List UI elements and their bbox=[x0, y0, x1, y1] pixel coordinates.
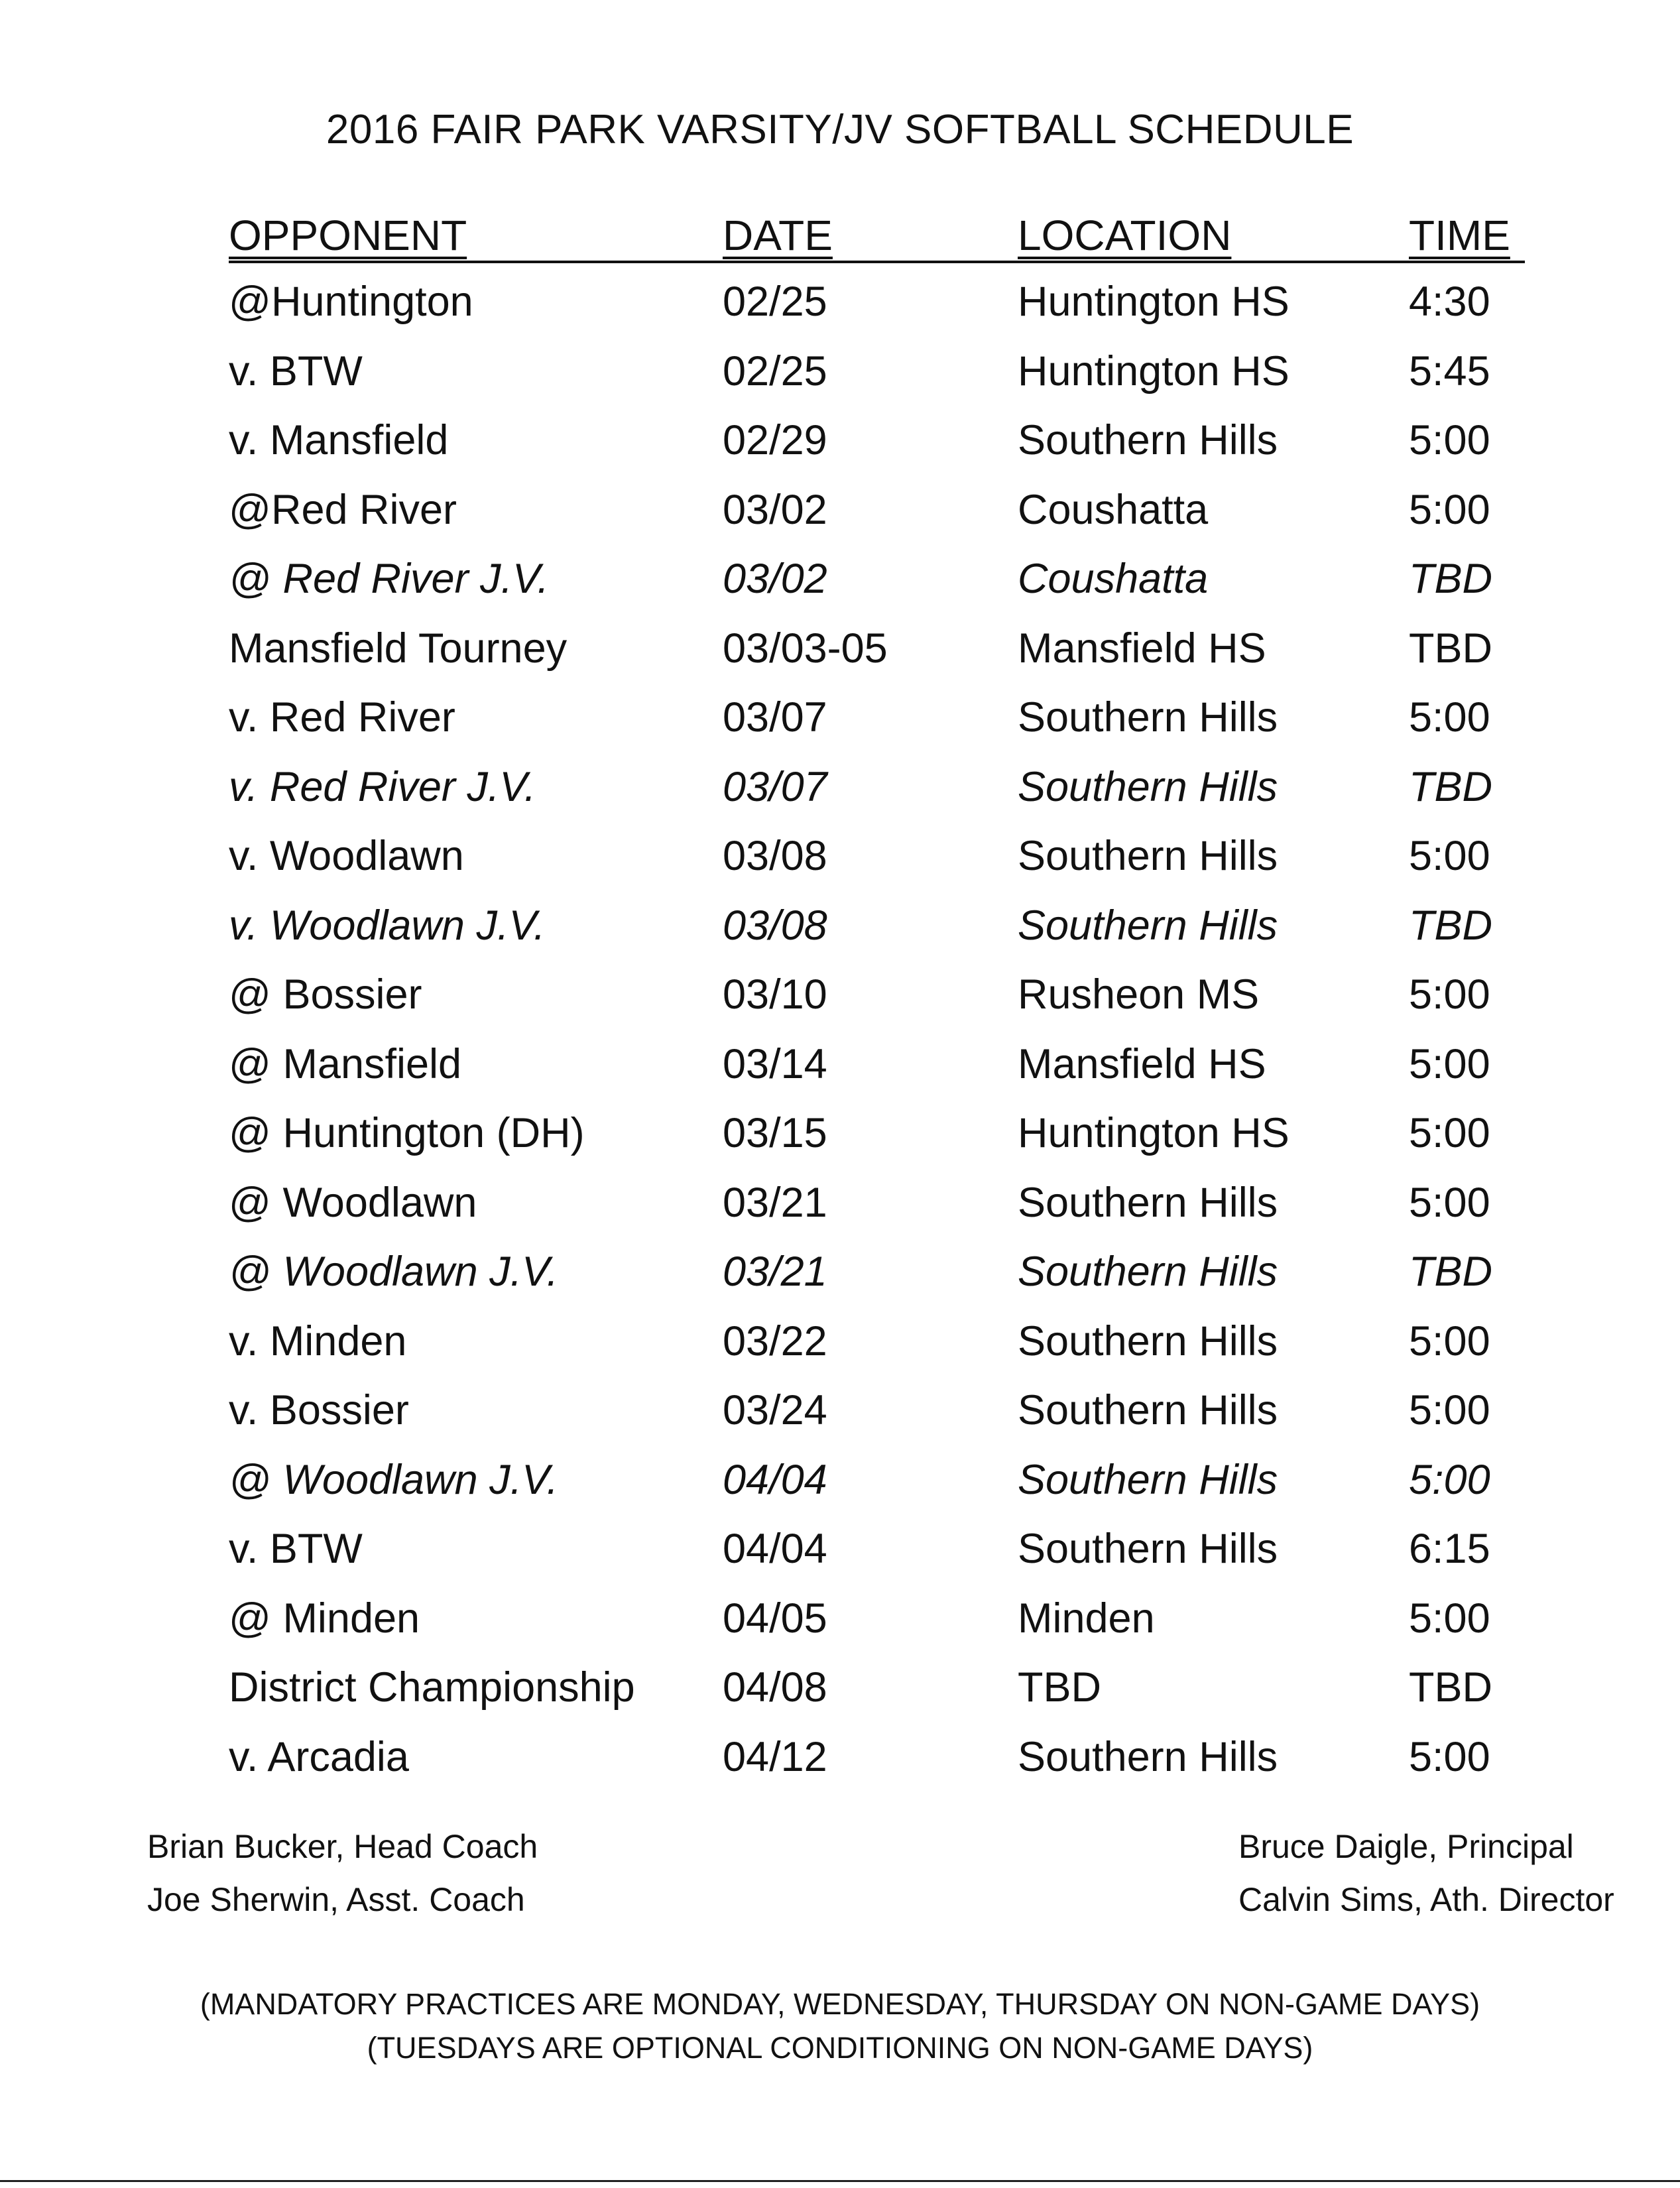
assistant-coach: Joe Sherwin, Asst. Coach bbox=[147, 1881, 525, 1918]
table-row bbox=[229, 683, 1525, 753]
cell-opponent: @ Red River J.V. bbox=[229, 556, 549, 603]
cell-time: 5:00 bbox=[1409, 1317, 1490, 1365]
cell-date: 04/04 bbox=[723, 1456, 827, 1503]
cell-opponent: v. BTW bbox=[229, 1526, 363, 1573]
cell-opponent: v. Red River bbox=[229, 694, 455, 741]
head-coach: Brian Bucker, Head Coach bbox=[147, 1828, 538, 1865]
cell-opponent: v. Mansfield bbox=[229, 417, 449, 464]
cell-location: Southern Hills bbox=[1018, 902, 1278, 949]
cell-date: 04/05 bbox=[723, 1595, 827, 1642]
athletic-director: Calvin Sims, Ath. Director bbox=[1238, 1881, 1614, 1918]
cell-opponent: v. Woodlawn J.V. bbox=[229, 902, 546, 949]
table-body bbox=[229, 267, 1525, 1792]
cell-date: 02/25 bbox=[723, 278, 827, 326]
cell-time: 5:45 bbox=[1409, 347, 1490, 395]
page-title: 2016 FAIR PARK VARSITY/JV SOFTBALL SCHEDULE bbox=[326, 107, 1354, 152]
cell-time: 4:30 bbox=[1409, 278, 1490, 326]
table-row bbox=[229, 406, 1525, 475]
cell-date: 04/12 bbox=[723, 1733, 827, 1780]
table-row bbox=[229, 1514, 1525, 1584]
cell-opponent: v. Woodlawn bbox=[229, 833, 464, 880]
cell-opponent: @ Woodlawn J.V. bbox=[229, 1456, 558, 1503]
coaches-block bbox=[147, 1820, 538, 1926]
cell-time: 5:00 bbox=[1409, 1733, 1490, 1780]
cell-time: 5:00 bbox=[1409, 1040, 1490, 1087]
header-rule bbox=[229, 261, 1525, 263]
cell-date: 03/15 bbox=[723, 1110, 827, 1157]
cell-time: TBD bbox=[1409, 556, 1492, 603]
cell-opponent: @ Woodlawn bbox=[229, 1179, 477, 1226]
cell-date: 03/08 bbox=[723, 902, 827, 949]
table-row bbox=[229, 1307, 1525, 1376]
cell-time: TBD bbox=[1409, 902, 1492, 949]
cell-time: 5:00 bbox=[1409, 1110, 1490, 1157]
column-header-date: DATE bbox=[723, 212, 833, 259]
cell-location: Southern Hills bbox=[1018, 417, 1278, 464]
cell-date: 03/03-05 bbox=[723, 625, 888, 672]
cell-time: 5:00 bbox=[1409, 417, 1490, 464]
column-header-opponent: OPPONENT bbox=[229, 212, 467, 259]
mandatory-practice-note: (MANDATORY PRACTICES ARE MONDAY, WEDNESDAY, THURSDAY ON NON-GAME DAYS) bbox=[200, 1987, 1480, 2021]
table-row bbox=[229, 753, 1525, 822]
principal: Bruce Daigle, Principal bbox=[1238, 1828, 1574, 1865]
cell-location: Southern Hills bbox=[1018, 694, 1278, 741]
table-row bbox=[229, 1168, 1525, 1238]
column-header-time: TIME bbox=[1409, 212, 1510, 259]
cell-opponent: v. Bossier bbox=[229, 1387, 409, 1434]
cell-location: Southern Hills bbox=[1018, 1733, 1278, 1780]
table-row bbox=[229, 1099, 1525, 1168]
table-row bbox=[229, 267, 1525, 337]
cell-opponent: @ Mansfield bbox=[229, 1040, 462, 1087]
table-row bbox=[229, 544, 1525, 614]
table-row bbox=[229, 1376, 1525, 1445]
cell-date: 04/08 bbox=[723, 1664, 827, 1711]
table-row bbox=[229, 1445, 1525, 1515]
table-row bbox=[229, 1723, 1525, 1792]
cell-date: 03/08 bbox=[723, 833, 827, 880]
cell-date: 03/07 bbox=[723, 763, 827, 810]
cell-opponent: @ Bossier bbox=[229, 971, 422, 1018]
cell-location: Southern Hills bbox=[1018, 1179, 1278, 1226]
cell-location: Coushatta bbox=[1018, 556, 1209, 603]
cell-location: Minden bbox=[1018, 1595, 1155, 1642]
table-row bbox=[229, 337, 1525, 406]
cell-date: 03/24 bbox=[723, 1387, 827, 1434]
cell-time: TBD bbox=[1409, 1664, 1492, 1711]
cell-location: TBD bbox=[1018, 1664, 1101, 1711]
cell-date: 03/22 bbox=[723, 1317, 827, 1365]
cell-date: 02/25 bbox=[723, 347, 827, 395]
cell-location: Rusheon MS bbox=[1018, 971, 1260, 1018]
cell-date: 03/07 bbox=[723, 694, 827, 741]
cell-location: Southern Hills bbox=[1018, 1248, 1278, 1296]
column-header-location: LOCATION bbox=[1018, 212, 1232, 259]
cell-location: Southern Hills bbox=[1018, 1317, 1278, 1365]
cell-location: Southern Hills bbox=[1018, 1387, 1278, 1434]
administration-block bbox=[1238, 1820, 1614, 1926]
table-row bbox=[229, 614, 1525, 684]
cell-opponent: v. BTW bbox=[229, 347, 363, 395]
cell-opponent: @ Woodlawn J.V. bbox=[229, 1248, 558, 1296]
cell-opponent: @ Minden bbox=[229, 1595, 420, 1642]
cell-date: 03/02 bbox=[723, 486, 827, 533]
cell-date: 03/21 bbox=[723, 1248, 827, 1296]
table-row bbox=[229, 1237, 1525, 1307]
cell-opponent: District Championship bbox=[229, 1664, 635, 1711]
cell-location: Huntington HS bbox=[1018, 278, 1290, 326]
table-row bbox=[229, 1653, 1525, 1723]
table-row bbox=[229, 1584, 1525, 1654]
cell-location: Mansfield HS bbox=[1018, 625, 1266, 672]
table-row bbox=[229, 891, 1525, 961]
cell-location: Southern Hills bbox=[1018, 763, 1278, 810]
bottom-rule bbox=[0, 2180, 1680, 2182]
cell-location: Southern Hills bbox=[1018, 1526, 1278, 1573]
cell-time: TBD bbox=[1409, 763, 1492, 810]
cell-opponent: Mansfield Tourney bbox=[229, 625, 568, 672]
cell-opponent: @Red River bbox=[229, 486, 457, 533]
cell-opponent: @ Huntington (DH) bbox=[229, 1110, 585, 1157]
cell-time: TBD bbox=[1409, 625, 1492, 672]
table-row bbox=[229, 475, 1525, 545]
cell-location: Mansfield HS bbox=[1018, 1040, 1266, 1087]
cell-date: 03/14 bbox=[723, 1040, 827, 1087]
cell-date: 02/29 bbox=[723, 417, 827, 464]
cell-date: 03/21 bbox=[723, 1179, 827, 1226]
cell-opponent: v. Minden bbox=[229, 1317, 407, 1365]
cell-time: 5:00 bbox=[1409, 833, 1490, 880]
cell-time: 5:00 bbox=[1409, 1179, 1490, 1226]
cell-time: 5:00 bbox=[1409, 971, 1490, 1018]
schedule-table bbox=[229, 202, 1525, 1792]
cell-time: 6:15 bbox=[1409, 1526, 1490, 1573]
cell-opponent: @Huntington bbox=[229, 278, 473, 326]
practice-notes bbox=[0, 1982, 1680, 2070]
cell-date: 04/04 bbox=[723, 1526, 827, 1573]
cell-time: 5:00 bbox=[1409, 1595, 1490, 1642]
cell-time: 5:00 bbox=[1409, 1387, 1490, 1434]
optional-conditioning-note: (TUESDAYS ARE OPTIONAL CONDITIONING ON NON-GAME DAYS) bbox=[367, 2031, 1313, 2065]
cell-location: Huntington HS bbox=[1018, 347, 1290, 395]
table-row bbox=[229, 1030, 1525, 1099]
cell-location: Southern Hills bbox=[1018, 833, 1278, 880]
cell-time: TBD bbox=[1409, 1248, 1492, 1296]
table-row bbox=[229, 821, 1525, 891]
table-row bbox=[229, 960, 1525, 1030]
cell-location: Huntington HS bbox=[1018, 1110, 1290, 1157]
table-header bbox=[229, 202, 1525, 257]
cell-opponent: v. Red River J.V. bbox=[229, 763, 536, 810]
cell-opponent: v. Arcadia bbox=[229, 1733, 409, 1780]
cell-time: 5:00 bbox=[1409, 1456, 1490, 1503]
cell-location: Coushatta bbox=[1018, 486, 1209, 533]
cell-date: 03/10 bbox=[723, 971, 827, 1018]
cell-location: Southern Hills bbox=[1018, 1456, 1278, 1503]
cell-time: 5:00 bbox=[1409, 486, 1490, 533]
cell-time: 5:00 bbox=[1409, 694, 1490, 741]
cell-date: 03/02 bbox=[723, 556, 827, 603]
